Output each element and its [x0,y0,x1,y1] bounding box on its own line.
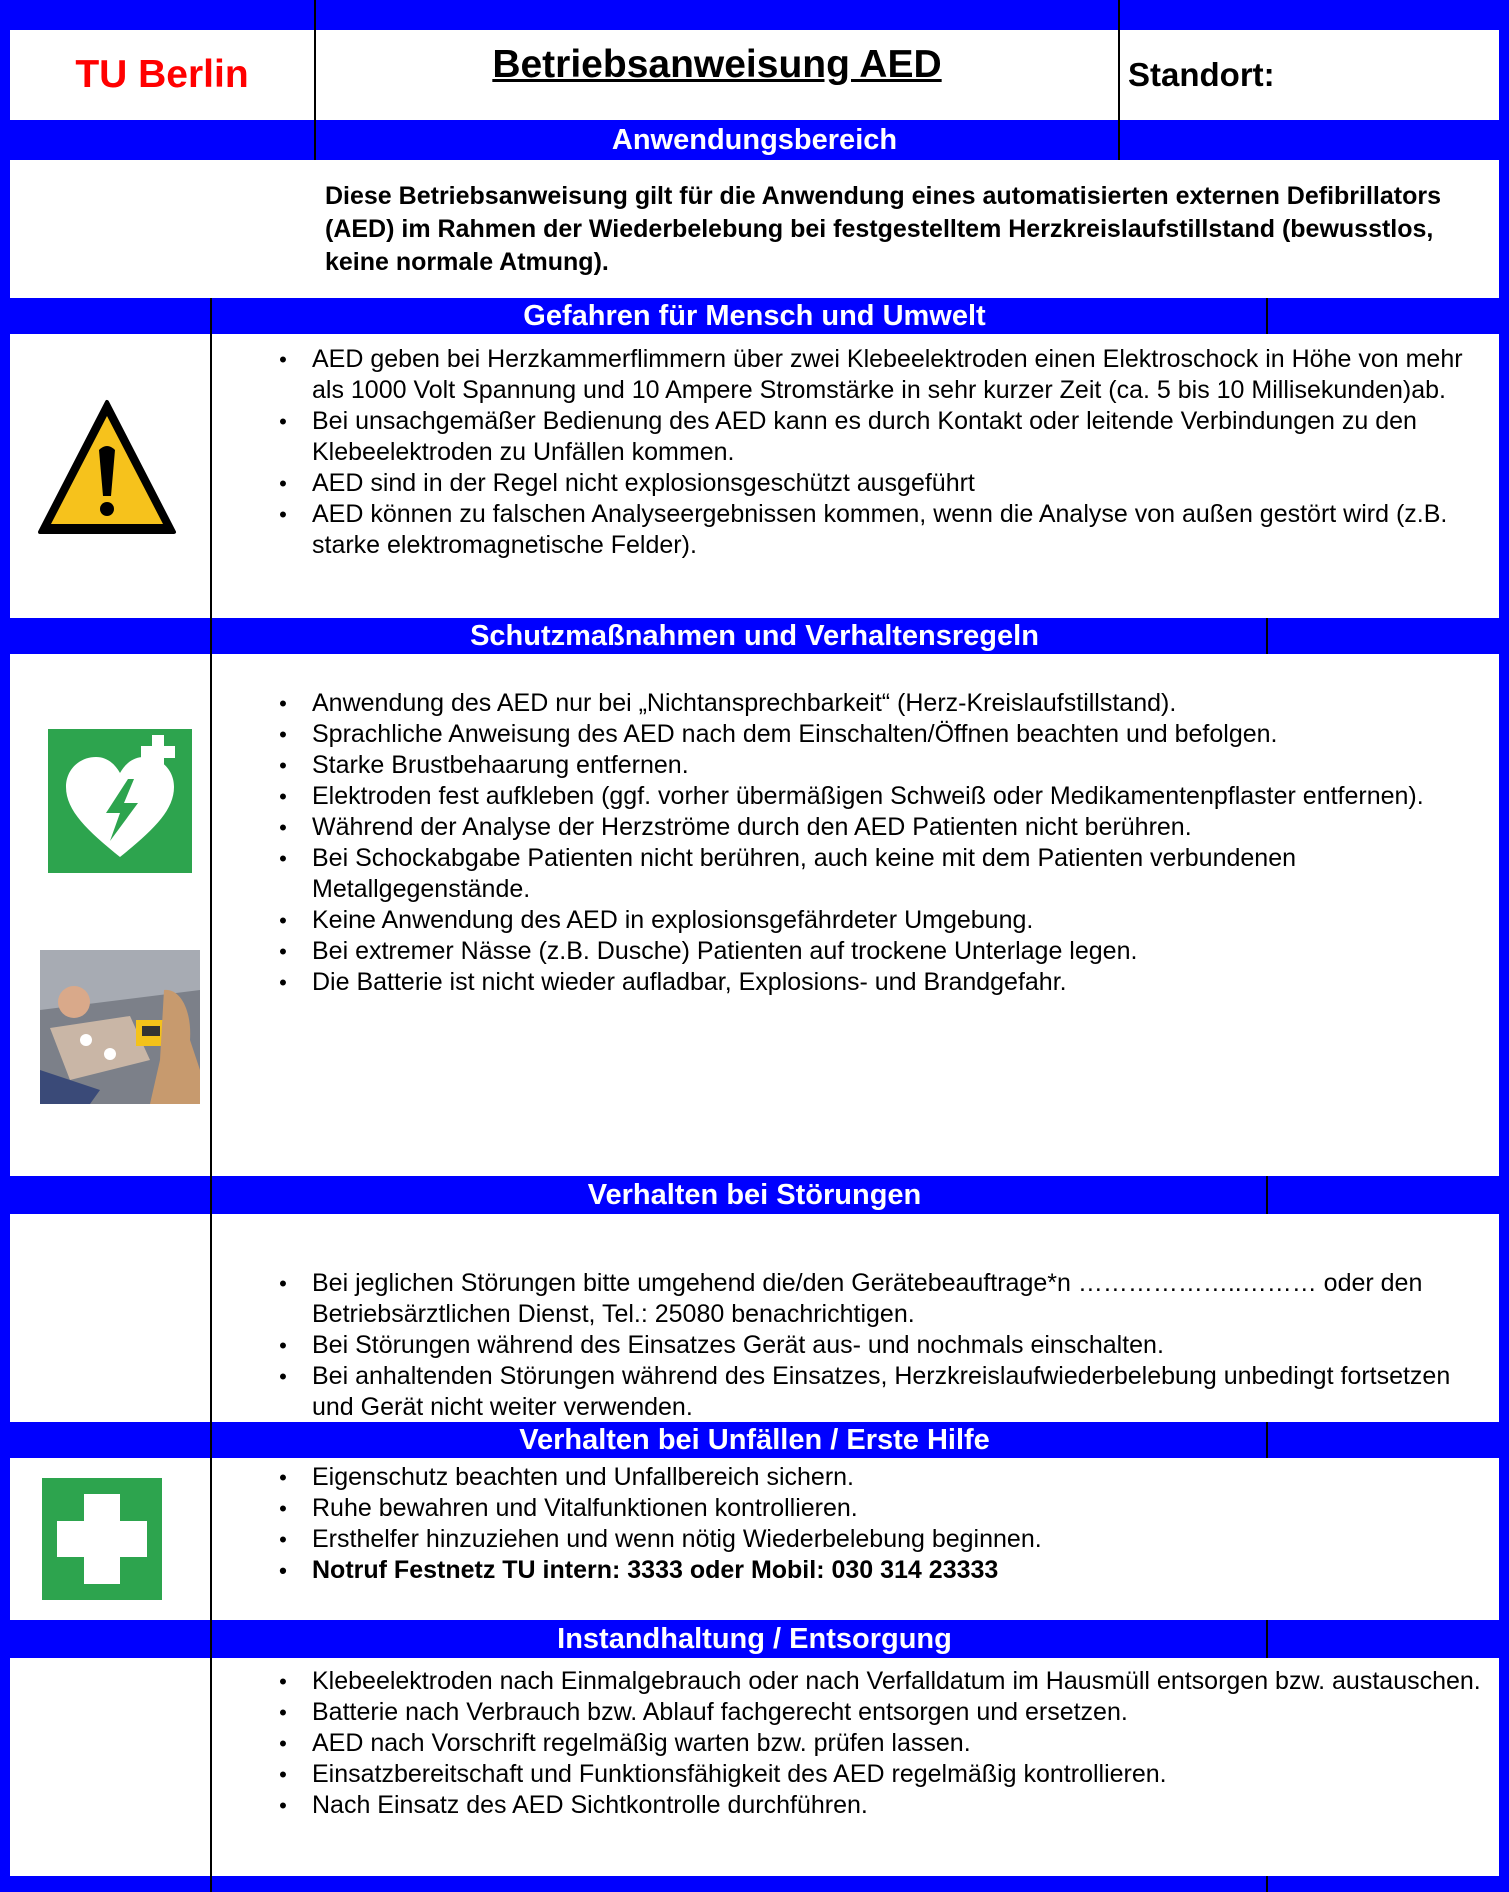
divider [210,654,212,1176]
divider [1118,0,1120,30]
divider [210,1214,212,1422]
emergency-number-item: • Notruf Festnetz TU intern: 3333 oder Mobil: 030 314 23333 [254,1555,1494,1586]
section-bar-faults [10,1176,1499,1214]
list-item: • Starke Brustbehaarung entfernen. [254,750,1494,781]
faults-list [254,1268,1494,1423]
section-title-scope: Anwendungsbereich [611,123,898,156]
divider [210,1458,212,1620]
list-item: • Ruhe bewahren und Vitalfunktionen kontrollieren. [254,1493,1494,1524]
bottom-border [0,1876,1509,1892]
maintenance-list [254,1666,1494,1821]
divider [1118,30,1120,120]
list-item: • Bei jeglichen Störungen bitte umgehend die/den Gerätebeauftrage*n ………………..……… oder den Betriebsärztlichen Dienst, Tel.: 25080 benachrichtigen. [254,1268,1494,1330]
list-item: • Während der Analyse der Herzströme durch den AED Patienten nicht berühren. [254,812,1494,843]
list-item: • Die Batterie ist nicht wieder aufladbar, Explosions- und Brandgefahr. [254,967,1494,998]
list-item: • Klebeelektroden nach Einmalgebrauch oder nach Verfalldatum im Hausmüll entsorgen bzw. austauschen. [254,1666,1494,1697]
divider [210,1876,212,1892]
divider [210,1658,212,1876]
top-border [0,0,1509,30]
left-border [0,0,10,1892]
list-item: • Bei Schockabgabe Patienten nicht berühren, auch keine mit dem Patienten verbundenen Metallgegenstände. [254,843,1494,905]
list-item: • Bei Störungen während des Einsatzes Gerät aus- und nochmals einschalten. [254,1330,1494,1361]
list-item: • AED geben bei Herzkammerflimmern über zwei Klebeelektroden einen Elektroschock in Höhe von mehr als 1000 Volt Spannung und 10 Ampere Stromstärke in sehr kurzer Zeit (ca. 5 bis 10 Millisekunden)ab. [254,344,1494,406]
list-item: • Ersthelfer hinzuziehen und wenn nötig Wiederbelebung beginnen. [254,1524,1494,1555]
org-name: TU Berlin [75,53,249,96]
warning-triangle-icon [36,398,178,538]
list-item: • AED können zu falschen Analyseergebnissen kommen, wenn die Analyse von außen gestört wird (z.B. starke elektromagnetische Felder). [254,499,1494,561]
section-title-faults: Verhalten bei Störungen [587,1178,922,1211]
section-title-maintenance: Instandhaltung / Entsorgung [557,1622,952,1655]
divider [314,0,316,30]
list-item: • Bei extremer Nässe (z.B. Dusche) Patienten auf trockene Unterlage legen. [254,936,1494,967]
protection-list [254,688,1494,998]
list-item: • Keine Anwendung des AED in explosionsgefährdeter Umgebung. [254,905,1494,936]
right-border [1499,0,1509,1892]
page-title: Betriebsanweisung AED [492,43,942,86]
list-item: • Eigenschutz beachten und Unfallbereich sichern. [254,1462,1494,1493]
first-aid-list [254,1462,1494,1586]
section-bar-first-aid [10,1422,1499,1458]
section-title-hazards: Gefahren für Mensch und Umwelt [523,299,986,332]
divider [210,334,212,618]
list-item: • AED sind in der Regel nicht explosionsgeschützt ausgeführt [254,468,1494,499]
list-item: • Einsatzbereitschaft und Funktionsfähigkeit des AED regelmäßig kontrollieren. [254,1759,1494,1790]
aed-heart-icon [48,729,192,873]
first-aid-cross-icon [42,1478,162,1600]
list-item: • Elektroden fest aufkleben (ggf. vorher übermäßigen Schweiß oder Medikamentenpflaster entfernen). [254,781,1494,812]
section-bar-scope [10,120,1499,160]
list-item: • Sprachliche Anweisung des AED nach dem Einschalten/Öffnen beachten und befolgen. [254,719,1494,750]
list-item: • AED nach Vorschrift regelmäßig warten bzw. prüfen lassen. [254,1728,1494,1759]
location-label: Standort: [1128,56,1275,93]
list-item: • Nach Einsatz des AED Sichtkontrolle durchführen. [254,1790,1494,1821]
section-bar-protection [10,618,1499,654]
hazards-list [254,344,1494,561]
scope-text: Diese Betriebsanweisung gilt für die Anwendung eines automatisierten externen Defibrillators (AED) im Rahmen der Wiederbelebung bei festgestelltem Herzkreislaufstillstand (bewusstlos, keine normale Atmung). [325,182,1441,276]
list-item: • Bei anhaltenden Störungen während des Einsatzes, Herzkreislaufwiederbelebung unbedingt fortsetzen und Gerät nicht weiter verwenden. [254,1361,1494,1423]
aed-use-photo [40,950,200,1104]
divider [1266,1876,1268,1892]
section-bar-hazards [10,298,1499,334]
list-item: • Anwendung des AED nur bei „Nichtansprechbarkeit“ (Herz-Kreislaufstillstand). [254,688,1494,719]
section-title-protection: Schutzmaßnahmen und Verhaltensregeln [470,619,1039,652]
list-item: • Batterie nach Verbrauch bzw. Ablauf fachgerecht entsorgen und ersetzen. [254,1697,1494,1728]
list-item: • Bei unsachgemäßer Bedienung des AED kann es durch Kontakt oder leitende Verbindungen zu den Klebeelektroden zu Unfällen kommen. [254,406,1494,468]
section-bar-maintenance [10,1620,1499,1658]
section-title-first-aid: Verhalten bei Unfällen / Erste Hilfe [519,1423,990,1456]
